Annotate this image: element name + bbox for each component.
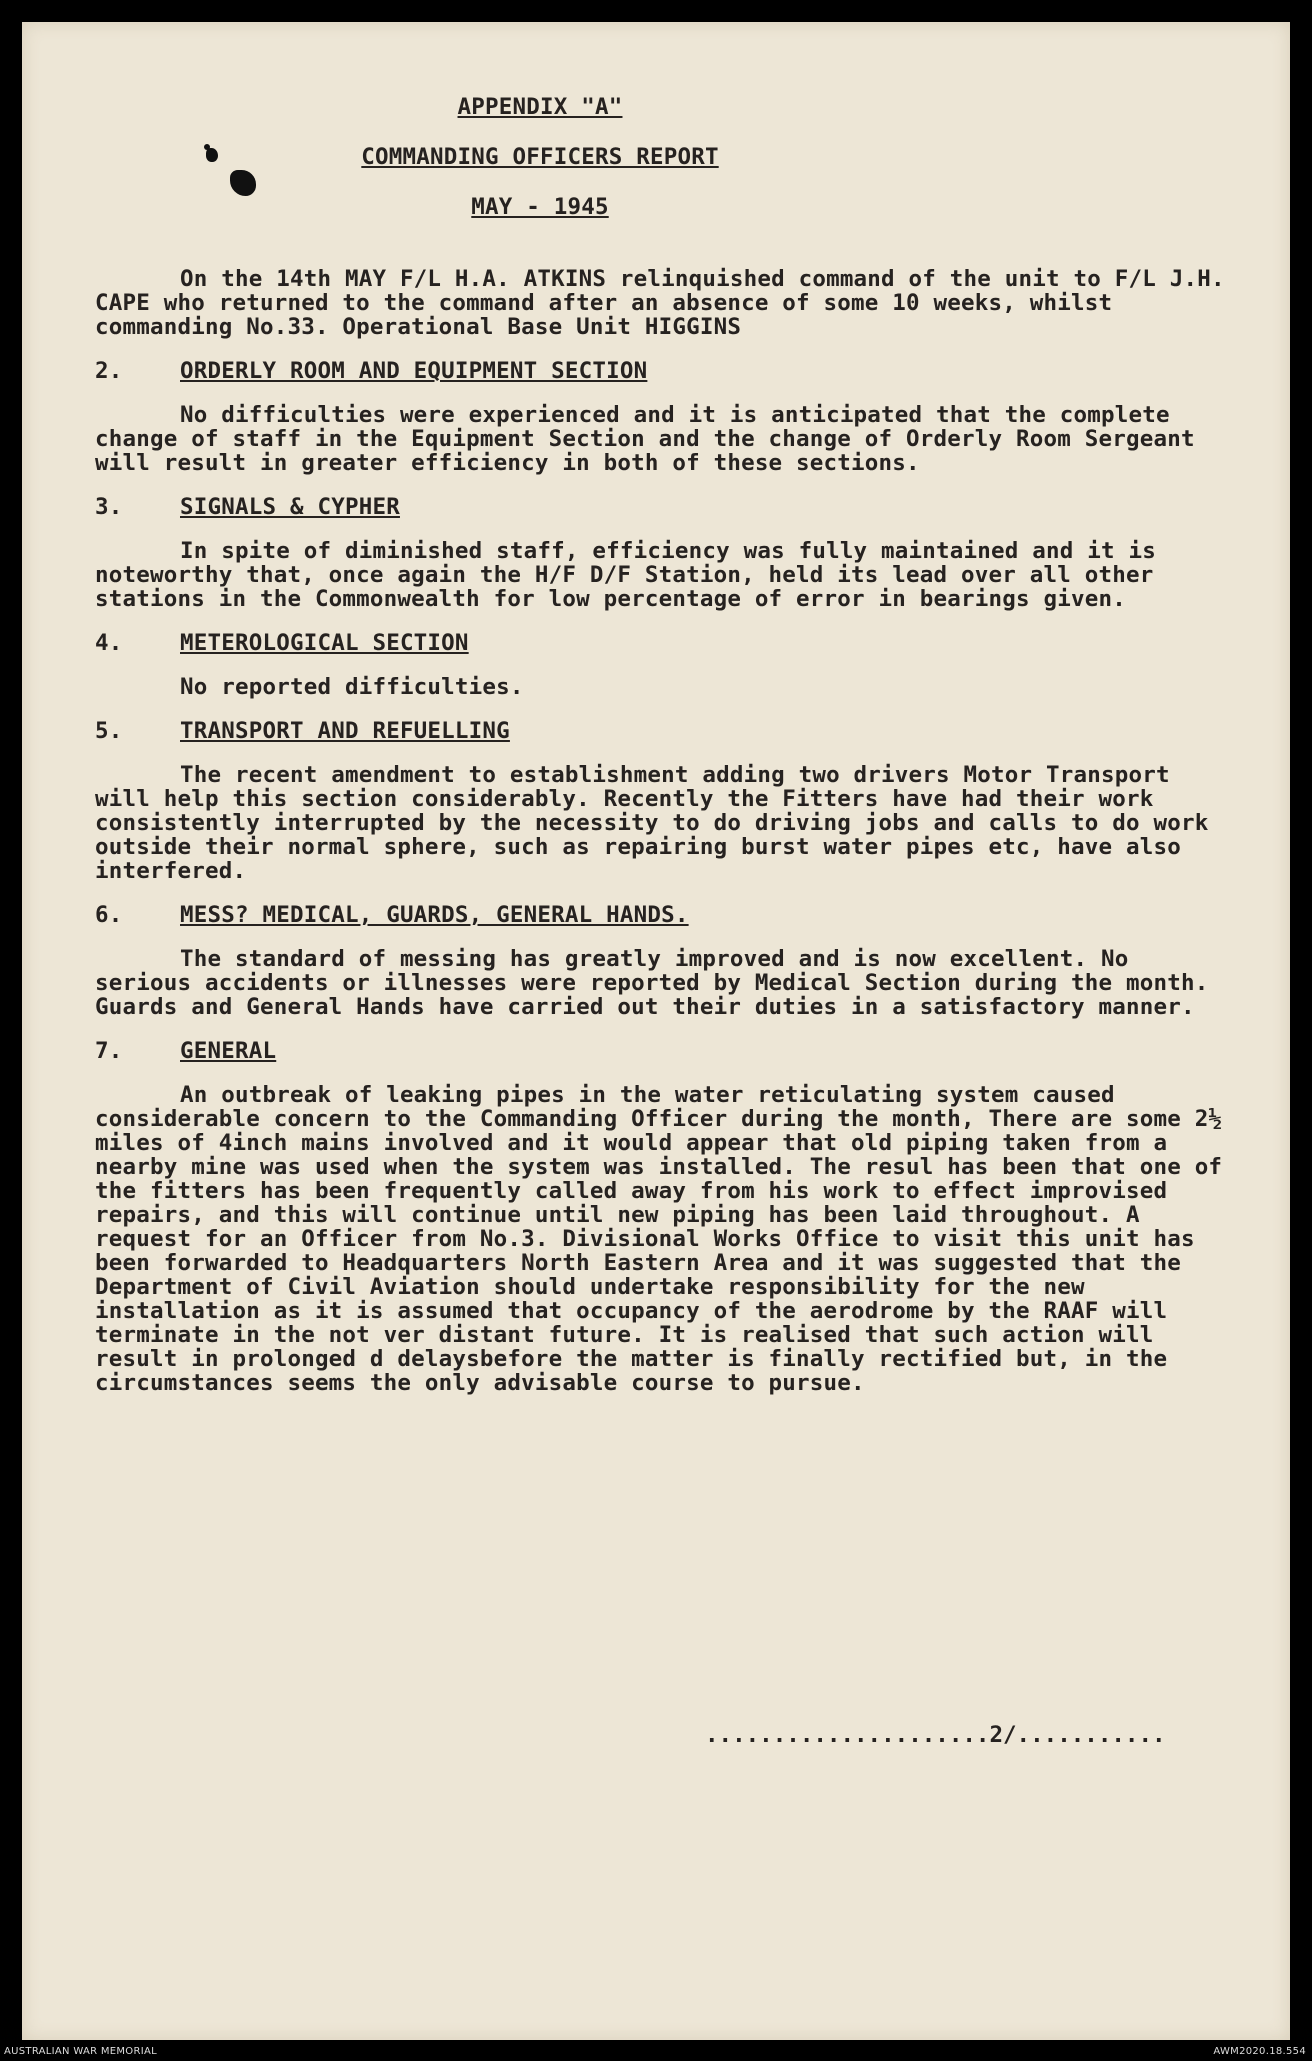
report-title: COMMANDING OFFICERS REPORT bbox=[361, 144, 719, 170]
section-heading bbox=[95, 631, 1225, 655]
footer-credit: AUSTRALIAN WAR MEMORIAL bbox=[4, 2046, 157, 2057]
section-body: An outbreak of leaking pipes in the water reticulating system caused considerable concern to the Commanding Officer during the month, There are some 2½ miles of 4inch mains involved and it would appear that old piping taken from a nearby mine was used when the system was installed. The resul has been that one of the fitters has been frequently called away from his work to effect improvised repairs, and this will continue until new piping has been laid throughout. A request for an Officer from No.3. Divisional Works Office to visit this unit has been forwarded to Headquarters North Eastern Area and it was suggested that the Department of Civil Aviation should undertake responsibility for the new installation as it is assumed that occupancy of the aerodrome by the RAAF will terminate in the not ver distant future. It is realised that such action will result in prolonged d delaysbefore the matter is finally rectified but, in the circumstances seems the only advisable course to pursue. bbox=[95, 1082, 1223, 1396]
section-body: No reported difficulties. bbox=[180, 674, 524, 700]
appendix-title: APPENDIX "A" bbox=[457, 94, 623, 120]
intro-paragraph: On the 14th MAY F/L H.A. ATKINS relinquished command of the unit to F/L J.H. CAPE who returned to the command after an absence of some 10 weeks, whilst commanding No.33. Operational Base Unit HIGGINS bbox=[95, 266, 1225, 340]
report-body bbox=[95, 95, 1225, 1395]
section-2 bbox=[95, 359, 1225, 475]
section-number: 2. bbox=[95, 358, 123, 384]
footer-accession-number: AWM2020.18.554 bbox=[1213, 2046, 1306, 2057]
section-number: 3. bbox=[95, 494, 123, 520]
section-body: In spite of diminished staff, efficiency was fully maintained and it is noteworthy that, once again the H/F D/F Station, held its lead over all other stations in the Commonwealth for low percentage of error in bearings given. bbox=[95, 538, 1156, 612]
section-heading bbox=[95, 903, 1225, 927]
section-title: METEROLOGICAL SECTION bbox=[180, 630, 469, 656]
section-6 bbox=[95, 903, 1225, 1019]
section-heading bbox=[95, 719, 1225, 743]
section-number: 6. bbox=[95, 902, 123, 928]
section-heading bbox=[95, 1039, 1225, 1063]
title-block bbox=[330, 95, 750, 219]
section-title: MESS? MEDICAL, GUARDS, GENERAL HANDS. bbox=[180, 902, 689, 928]
section-heading bbox=[95, 495, 1225, 519]
section-body: The standard of messing has greatly improved and is now excellent. No serious accidents or illnesses were reported by Medical Section during the month. Guards and General Hands have carried out their duties in a satisfactory manner. bbox=[95, 946, 1209, 1020]
report-date: MAY - 1945 bbox=[471, 194, 609, 220]
section-3 bbox=[95, 495, 1225, 611]
continuation-marker: .....................2/........... bbox=[705, 1722, 1166, 1748]
section-body: The recent amendment to establishment adding two drivers Motor Transport will help this section considerably. Recently the Fitters have had their work consistently interrupted by the necessity to do driving jobs and calls to do work outside their normal sphere, such as repairing burst water pipes etc, have also interfered. bbox=[95, 762, 1209, 884]
section-title: GENERAL bbox=[180, 1038, 277, 1064]
section-5 bbox=[95, 719, 1225, 883]
section-4 bbox=[95, 631, 1225, 699]
section-number: 7. bbox=[95, 1038, 123, 1064]
section-heading bbox=[95, 359, 1225, 383]
section-title: SIGNALS & CYPHER bbox=[180, 494, 400, 520]
section-number: 4. bbox=[95, 630, 123, 656]
section-title: ORDERLY ROOM AND EQUIPMENT SECTION bbox=[180, 358, 648, 384]
section-number: 5. bbox=[95, 718, 123, 744]
section-title: TRANSPORT AND REFUELLING bbox=[180, 718, 510, 744]
section-7 bbox=[95, 1039, 1225, 1395]
section-body: No difficulties were experienced and it is anticipated that the complete change of staff in the Equipment Section and the change of Orderly Room Sergeant will result in greater efficiency in both of these sections. bbox=[95, 402, 1195, 476]
